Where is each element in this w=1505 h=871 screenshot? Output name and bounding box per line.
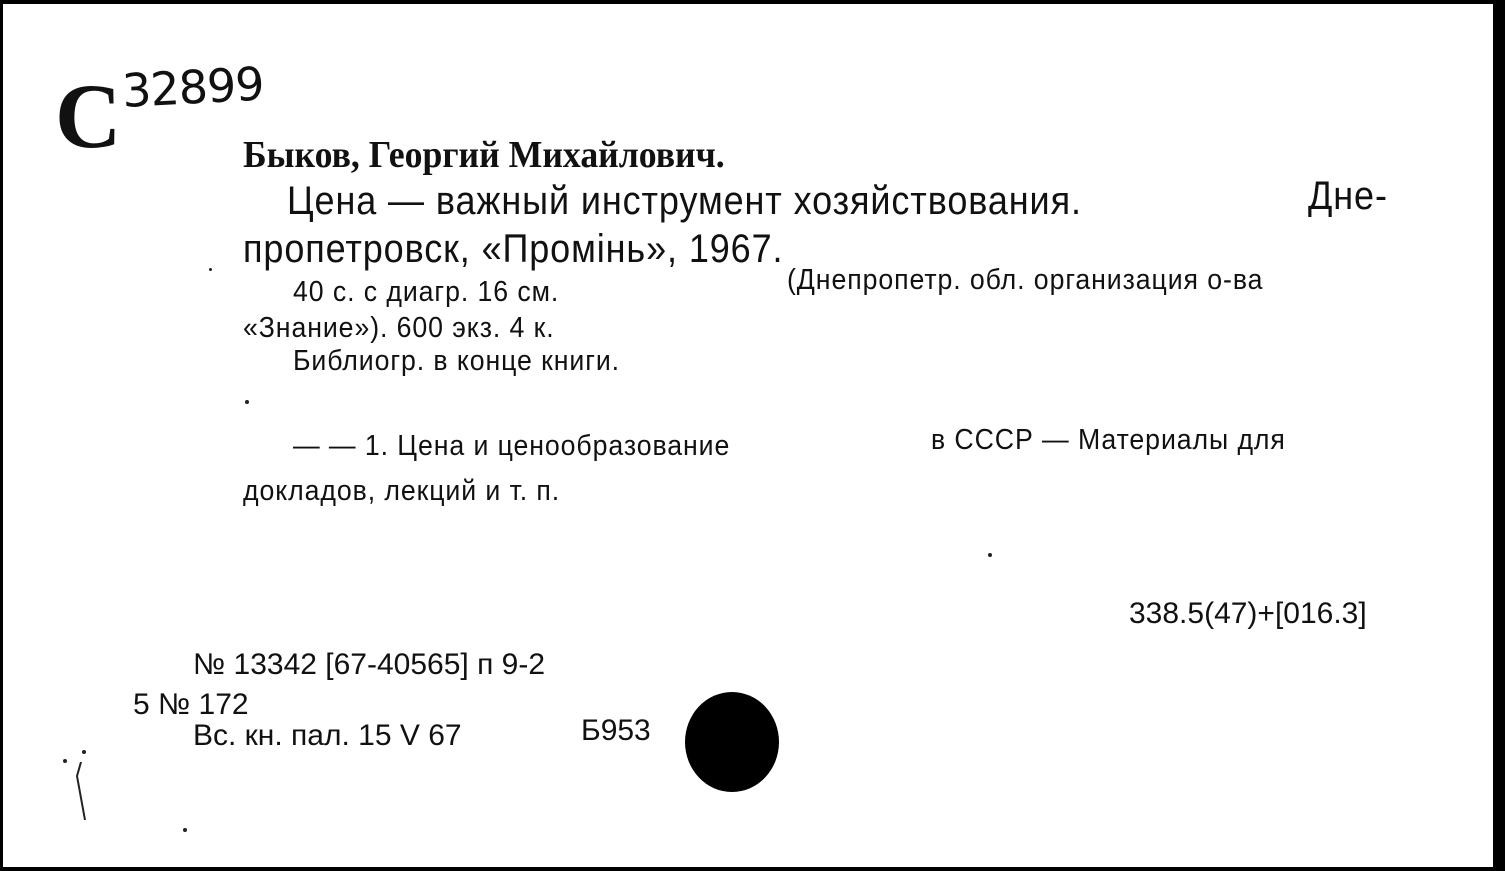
speck — [245, 400, 249, 404]
subject-heading-line-2: докладов, лекций и т. п. — [243, 475, 561, 507]
title-line-1-end: Дне- — [1308, 174, 1388, 218]
registry-number: № 13342 [67-40565] п 9-2 — [193, 648, 546, 681]
author-heading: Быков, Георгий Михайлович. — [243, 134, 725, 176]
speck — [209, 268, 212, 271]
physical-description-line-2: «Знание»). 600 экз. 4 к. — [243, 312, 555, 344]
physical-description: 40 с. с диагр. 16 см. — [293, 276, 560, 308]
title-line-2: пропетровск, «Промінь», 1967. — [243, 227, 784, 271]
punch-hole — [685, 692, 779, 792]
call-number-letter: C — [55, 65, 120, 167]
call-number-digits: 32899 — [120, 56, 265, 118]
series-statement: (Днепропетр. обл. организация о-ва — [787, 264, 1264, 296]
speck — [63, 759, 67, 763]
registry-number-2: 5 № 172 — [133, 688, 249, 721]
speck — [988, 553, 992, 557]
subject-heading-end: в СССР — Материалы для — [931, 424, 1286, 456]
bibliography-note: Библиогр. в конце книги. — [293, 345, 621, 377]
book-chamber-note: Вс. кн. пал. 15 V 67 — [193, 719, 462, 752]
speck — [183, 828, 187, 832]
subject-heading: — — 1. Цена и ценообразование — [293, 430, 731, 462]
pencil-mark-icon — [71, 762, 111, 832]
title-line-1: Цена — важный инструмент хозяйствования. — [287, 179, 1082, 223]
library-code: Б953 — [581, 714, 651, 747]
classification-code: 338.5(47)+[016.3] — [1129, 597, 1367, 630]
speck — [82, 750, 86, 754]
